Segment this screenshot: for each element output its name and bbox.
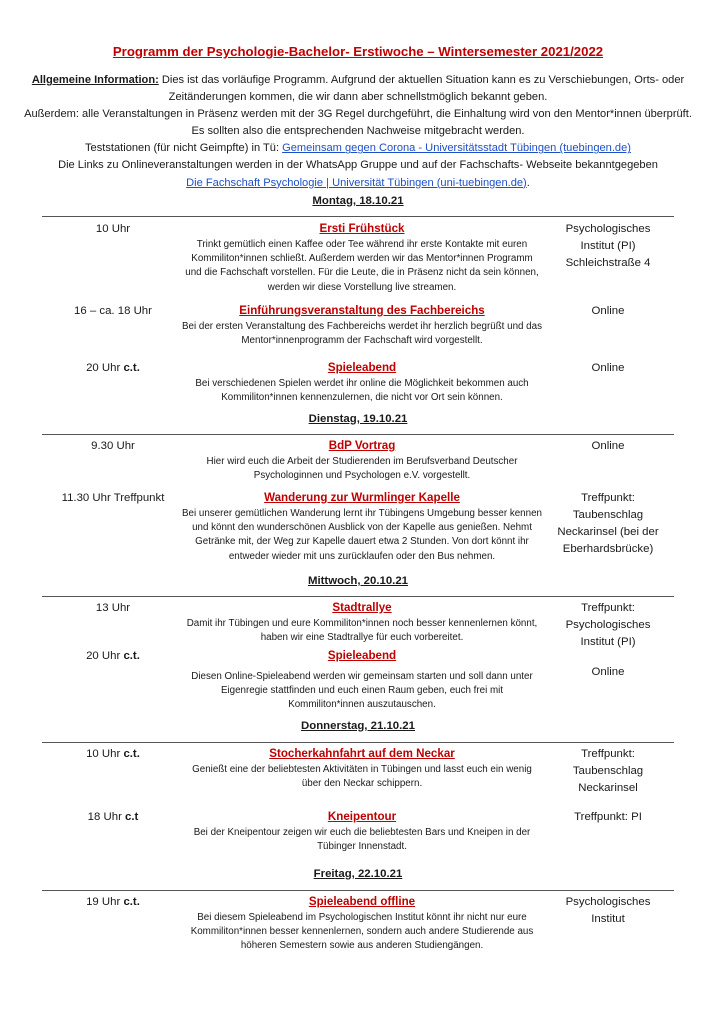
event-name: Einführungsveranstaltung des Fachbereichs xyxy=(239,304,485,317)
event-location: Online xyxy=(591,440,625,452)
event-description: Bei verschiedenen Spielen werdet ihr online die Möglichkeit bekommen auch Kommiliton*innen kennenzulernen, die nicht vor Ort sein können. xyxy=(195,378,529,404)
event-location: Psychologisches Institut (PI) Schleichstraße 4 xyxy=(565,223,651,269)
intro-line-3-prefix: Teststationen (für nicht Geimpfte) in Tü: xyxy=(85,142,283,155)
event-name: Spieleabend offline xyxy=(308,895,416,908)
corona-test-link[interactable]: Gemeinsam gegen Corona - Universitätsstadt Tübingen (tuebingen.de) xyxy=(282,142,631,155)
event-details xyxy=(182,894,542,954)
intro-line-5 xyxy=(22,175,694,192)
fachschaft-link[interactable]: Die Fachschaft Psychologie | Universität Tübingen (uni-tuebingen.de) xyxy=(186,176,527,189)
page-title: Programm der Psychologie-Bachelor- Erstiwoche – Wintersemester 2021/2022 xyxy=(112,44,604,59)
intro-line-1: Dies ist das vorläufige Programm. Aufgrund der aktuellen Situation kann es zu Verschiebungen, Orts- oder Zeitänderungen kommen, die wir dann aber schnellstmöglich bekannt geben. xyxy=(158,74,685,104)
intro-paragraph xyxy=(22,72,694,106)
day-heading-montag: Montag, 18.10.21 xyxy=(312,195,404,207)
event-time: 11.30 Uhr Treffpunkt xyxy=(61,492,165,504)
day-divider xyxy=(42,596,674,597)
event-description: Hier wird euch die Arbeit der Studierenden im Berufsverband Deutscher Psychologinnen und Psychologen e.V. vorgestellt. xyxy=(206,456,518,482)
intro-line-4: Die Links zu Onlineveranstaltungen werden in der WhatsApp Gruppe und auf der Fachschafts- Webseite bekanntgegeben xyxy=(58,159,658,172)
event-details xyxy=(182,360,542,405)
event-details xyxy=(182,648,542,713)
event-time: 16 – ca. 18 Uhr xyxy=(74,305,152,317)
event-location: Psychologisches Institut xyxy=(565,896,651,925)
event-time: 10 Uhr xyxy=(95,223,131,235)
event-time: 13 Uhr xyxy=(95,602,131,614)
day-heading-donnerstag: Donnerstag, 21.10.21 xyxy=(301,720,415,732)
event-name: Kneipentour xyxy=(327,810,397,823)
event-details xyxy=(182,809,542,854)
event-name: Stadtrallye xyxy=(332,601,392,614)
event-name: Wanderung zur Wurmlinger Kapelle xyxy=(264,491,460,504)
day-divider xyxy=(42,216,674,217)
day-heading-mittwoch: Mittwoch, 20.10.21 xyxy=(307,575,409,587)
event-time: 9.30 Uhr xyxy=(91,440,135,452)
day-divider xyxy=(42,434,674,435)
event-location: Treffpunkt: Taubenschlag Neckarinsel (bei der Eberhardsbrücke) xyxy=(557,492,659,555)
intro-lead: Allgemeine Information: xyxy=(31,74,159,86)
day-divider xyxy=(42,890,674,891)
event-name: Stocherkahnfahrt auf dem Neckar xyxy=(269,747,455,760)
event-location: Treffpunkt: Taubenschlag Neckarinsel xyxy=(572,748,644,794)
intro-line-5-suffix: . xyxy=(526,176,530,189)
intro-line-3 xyxy=(22,140,694,157)
event-description: Bei diesem Spieleabend im Psychologischen Institut könnt ihr nicht nur eure Kommiliton*innen besser kennenlernen, sondern auch andere Studierende aus höheren Semestern sowie aus anderen Studiengängen. xyxy=(190,912,534,952)
event-location: Online xyxy=(591,666,625,678)
event-location: Online xyxy=(591,305,625,317)
day-heading-dienstag: Dienstag, 19.10.21 xyxy=(308,413,408,425)
event-details xyxy=(182,490,542,564)
event-description: Damit ihr Tübingen und eure Kommiliton*innen noch besser kennenlernen könnt, haben wir eine Stadtrallye für euch vorbereitet. xyxy=(186,618,538,644)
event-name: Spieleabend xyxy=(327,361,397,374)
event-description: Bei unserer gemütlichen Wanderung lernt ihr Tübingens Umgebung besser kennen und könnt den wunderschönen Ausblick von der Kapelle aus genießen. Nehmt Getränke mit, der Weg zur Kapelle dauert etwa 2 Stunden. Von dort könnt ihr entweder wieder mit uns zurücklaufen oder den Bus nehmen. xyxy=(182,508,542,562)
event-name: Spieleabend xyxy=(327,649,397,662)
event-description: Diesen Online-Spieleabend werden wir gemeinsam starten und soll dann unter Eigenregie stattfinden und euch einen Raum geben, euch frei mit Kommiliton*innen auszutauschen. xyxy=(191,671,533,711)
day-divider xyxy=(42,742,674,743)
event-location: Treffpunkt: PI xyxy=(574,811,642,823)
event-location: Online xyxy=(591,362,625,374)
event-details xyxy=(182,303,542,348)
event-time: 10 Uhr c.t. xyxy=(86,748,140,760)
event-description: Bei der ersten Veranstaltung des Fachbereichs werdet ihr herzlich begrüßt und das Mentor*innenprogramm der Fachschaft wird vorgestellt. xyxy=(182,321,542,347)
event-time: 18 Uhr c.t xyxy=(87,811,139,823)
event-name: BdP Vortrag xyxy=(328,439,396,452)
event-time: 20 Uhr c.t. xyxy=(86,650,140,662)
event-time: 19 Uhr c.t. xyxy=(86,896,140,908)
event-details xyxy=(182,746,542,791)
event-description: Trinkt gemütlich einen Kaffee oder Tee während ihr erste Kontakte mit euren Kommiliton*innen schließt. Außerdem werden wir das Mentor*innen Programm und die Fachschaft vorstellen. Für die Leute, die in Präsenz nicht da sein können, werden wir diese Vorstellung live streamen. xyxy=(185,239,539,293)
event-name: Ersti Frühstück xyxy=(319,222,405,235)
event-time: 20 Uhr c.t. xyxy=(86,362,140,374)
intro-line-2: Außerdem: alle Veranstaltungen in Präsenz werden mit der 3G Regel durchgeführt, die Einhaltung wird von den Mentor*innen überprüft. Es sollten also die entsprechenden Nachweise mitgebracht werden. xyxy=(24,108,692,138)
day-heading-freitag: Freitag, 22.10.21 xyxy=(313,868,403,880)
event-location: Treffpunkt: Psychologisches Institut (PI) xyxy=(565,602,651,648)
event-details xyxy=(182,600,542,645)
event-description: Bei der Kneipentour zeigen wir euch die beliebtesten Bars und Kneipen in der Tübinger Innenstadt. xyxy=(193,827,531,853)
event-details xyxy=(182,438,542,483)
event-description: Genießt eine der beliebtesten Aktivitäten in Tübingen und lasst euch ein wenig über den Neckar schippern. xyxy=(192,764,532,790)
general-information xyxy=(22,72,694,192)
event-details xyxy=(182,221,542,295)
